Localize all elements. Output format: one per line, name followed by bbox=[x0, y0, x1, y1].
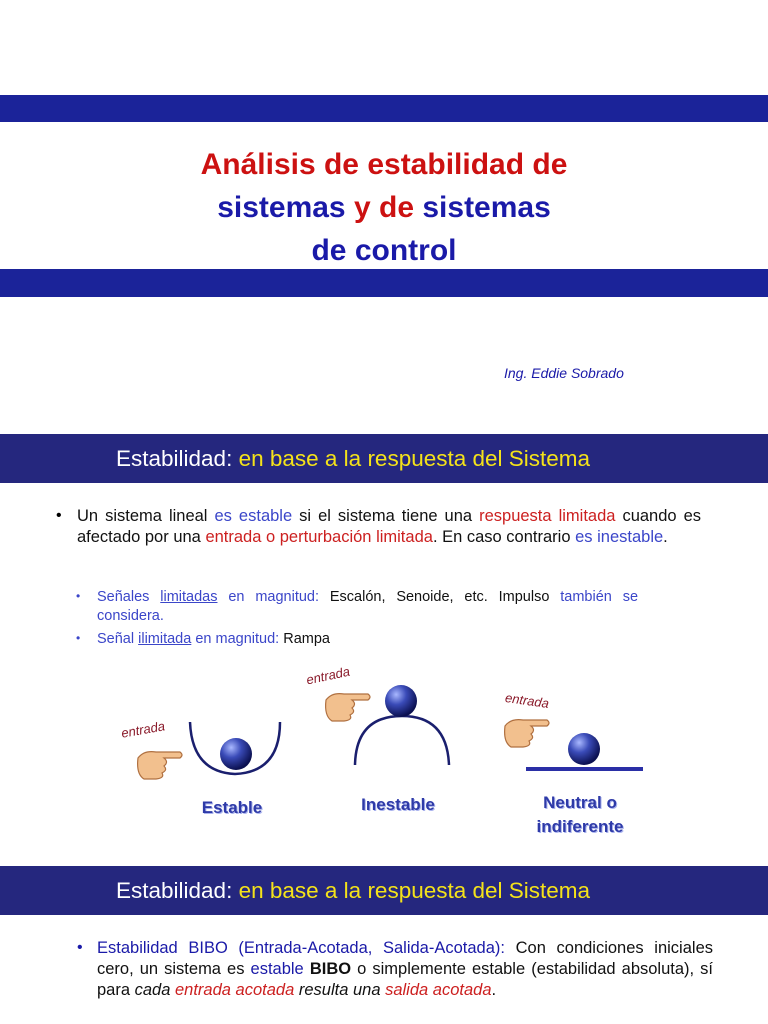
text-run: Con condiciones iniciales cero, un sistema es bbox=[97, 939, 713, 978]
text-run: estable bbox=[250, 960, 304, 978]
text-run: en magnitud: bbox=[195, 631, 280, 647]
bibo-bullet-text bbox=[97, 938, 713, 1001]
text-run: BIBO bbox=[309, 960, 352, 978]
entrada-label-1: entrada bbox=[120, 718, 167, 741]
stable-label: Estable bbox=[201, 798, 263, 817]
title-word: sistemas bbox=[422, 191, 551, 224]
text-run: Señal bbox=[97, 631, 135, 647]
text-run: cada bbox=[134, 981, 171, 999]
text-run: Estabilidad BIBO (Entrada-Acotada, Salida-Acotada): bbox=[97, 939, 505, 957]
text-run: . En caso contrario bbox=[432, 528, 571, 546]
text-run: es estable bbox=[214, 507, 293, 525]
unstable-label: Inestable bbox=[361, 795, 435, 814]
text-run: también se considera. bbox=[97, 589, 639, 624]
text-run: resulta una bbox=[298, 981, 381, 999]
neutral-label bbox=[520, 791, 640, 839]
text-run: cuando es afectado por una bbox=[77, 507, 702, 546]
text-run: limitadas bbox=[160, 589, 218, 605]
section-2-header bbox=[0, 866, 768, 915]
title-word: de bbox=[379, 191, 415, 224]
text-run: respuesta limitada bbox=[479, 507, 616, 525]
title-line-1: Análisis de estabilidad de bbox=[200, 148, 568, 181]
pointing-hand-icon bbox=[138, 752, 182, 779]
text-run: . bbox=[491, 981, 497, 999]
text-run: Escalón, Senoide, etc. Impulso bbox=[329, 589, 550, 605]
header-highlight: en base a la respuesta del Sistema bbox=[238, 446, 591, 471]
neutral-ball-icon bbox=[568, 733, 600, 765]
text-run: entrada o perturbación limitada bbox=[205, 528, 433, 546]
bullet-dot: • bbox=[77, 939, 83, 956]
text-run: salida acotada bbox=[385, 981, 492, 999]
entrada-label-3: entrada bbox=[504, 690, 550, 711]
neutral-label-line: Neutral o bbox=[543, 793, 617, 812]
text-run: Rampa bbox=[283, 631, 330, 647]
sub-bullet-dot: • bbox=[76, 589, 81, 603]
neutral-label-line: indiferente bbox=[536, 817, 624, 836]
author-name: Ing. Eddie Sobrado bbox=[504, 365, 624, 381]
unstable-ball-icon bbox=[385, 685, 417, 717]
title-word: y bbox=[353, 191, 371, 224]
text-run: Un sistema lineal bbox=[77, 507, 208, 525]
text-run: Señales bbox=[97, 589, 150, 605]
header-label: Estabilidad: bbox=[116, 446, 233, 471]
text-run: en magnitud: bbox=[228, 589, 319, 605]
bullet-dot: • bbox=[56, 507, 62, 524]
pointing-hand-icon bbox=[326, 694, 370, 721]
pointing-hand-icon bbox=[505, 720, 549, 747]
header-highlight: en base a la respuesta del Sistema bbox=[238, 878, 591, 903]
unstable-hill-curve bbox=[355, 716, 449, 765]
stable-ball-icon bbox=[220, 738, 252, 770]
entrada-label-2: entrada bbox=[304, 663, 352, 688]
text-run: ilimitada bbox=[138, 631, 192, 647]
text-run: si el sistema tiene una bbox=[299, 507, 473, 525]
title-word: sistemas bbox=[217, 191, 346, 224]
text-run: o simplemente estable (estabilidad absoluta), sí para bbox=[97, 960, 713, 999]
text-run: es inestable bbox=[575, 528, 664, 546]
text-run: . bbox=[663, 528, 668, 546]
title-line-3: de control bbox=[311, 234, 457, 267]
sub-bullet-dot: • bbox=[76, 631, 81, 645]
text-run: entrada acotada bbox=[175, 981, 295, 999]
header-label: Estabilidad: bbox=[116, 878, 233, 903]
